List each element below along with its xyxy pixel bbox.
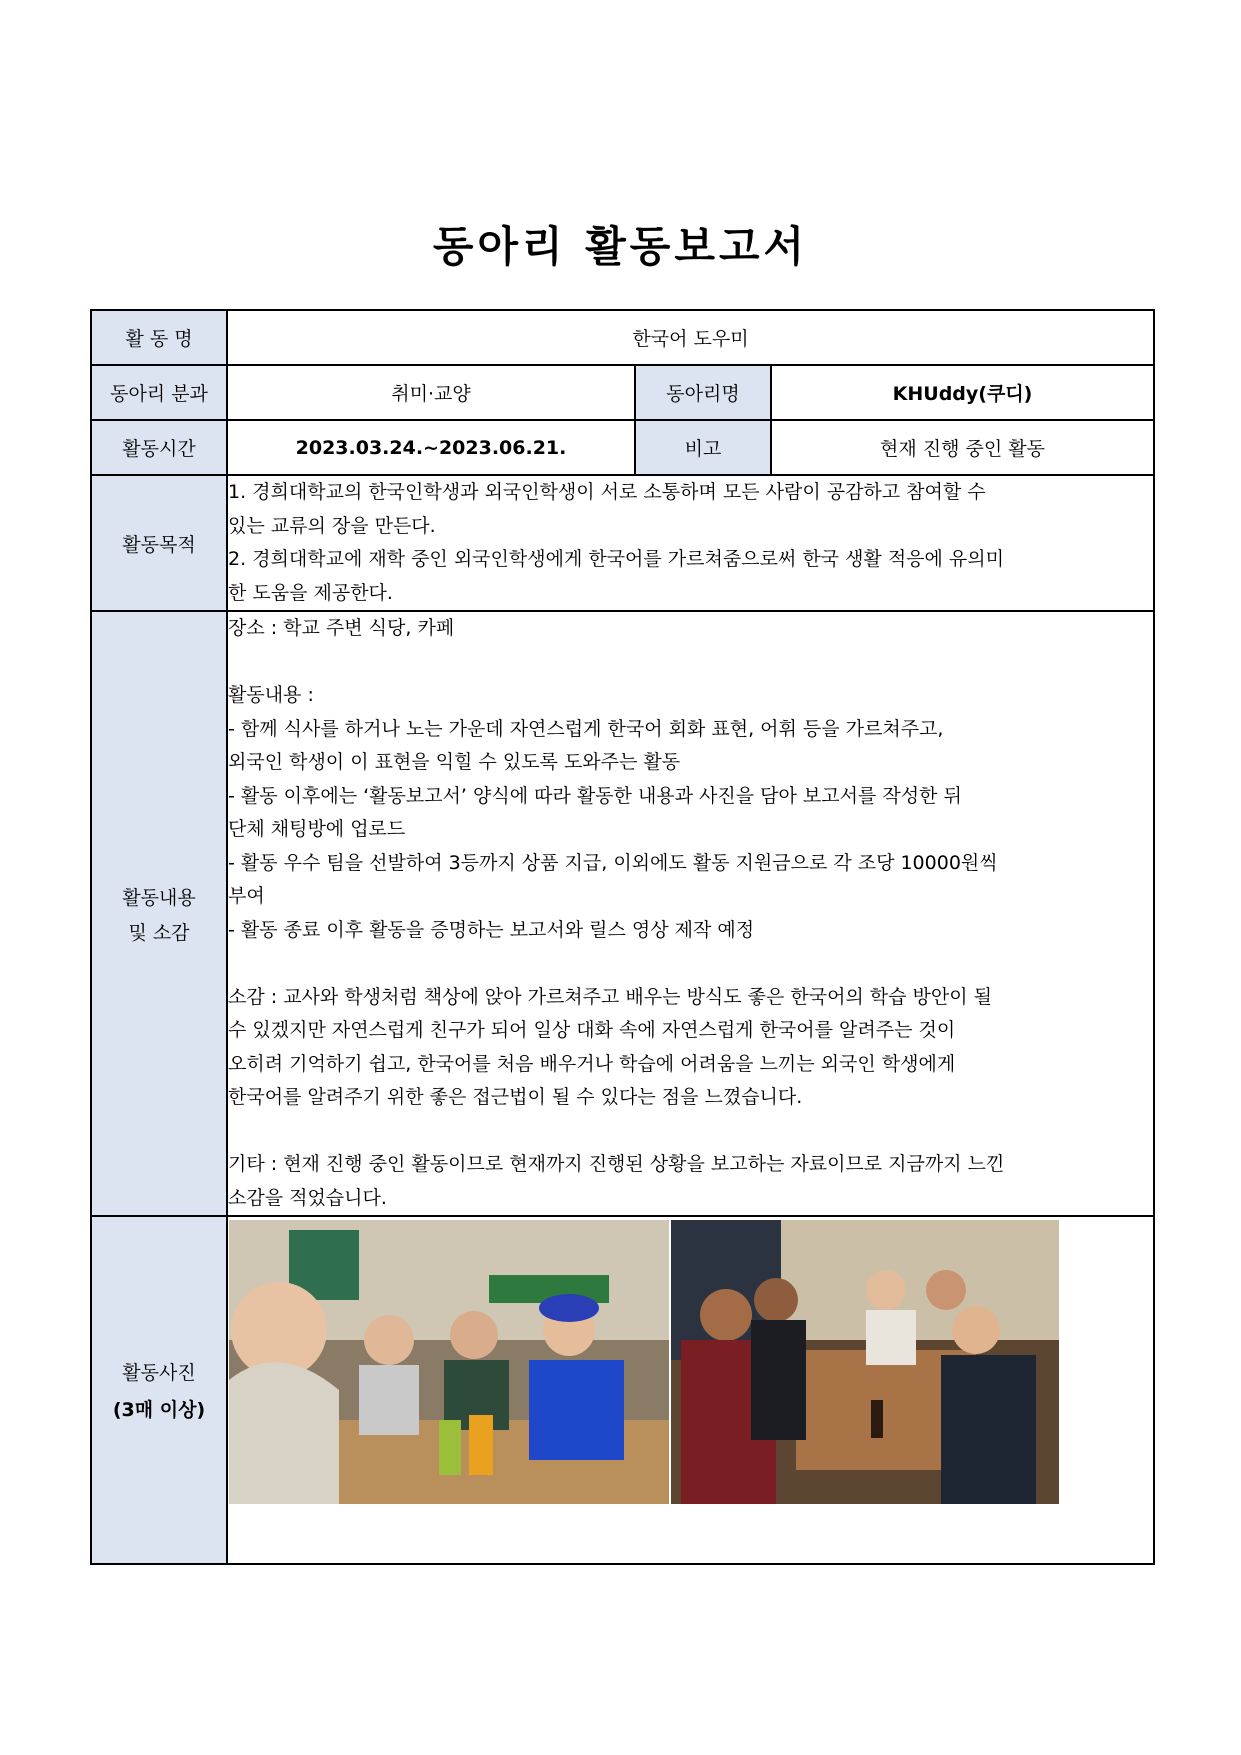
club-name-value: KHUddy(쿠디) <box>771 365 1154 420</box>
content-label-line-1: 활동내용 <box>122 886 196 909</box>
content-line <box>228 1115 1153 1149</box>
purpose-text <box>227 475 1154 611</box>
row-activity-name <box>91 310 1154 365</box>
activity-name-label: 활 동 명 <box>91 310 227 365</box>
note-value: 현재 진행 중인 활동 <box>771 420 1154 475</box>
row-category <box>91 365 1154 420</box>
row-purpose <box>91 475 1154 611</box>
activity-photo-1 <box>229 1220 669 1504</box>
club-name-label: 동아리명 <box>635 365 771 420</box>
purpose-line: 한 도움을 제공한다. <box>228 581 393 604</box>
content-line: 부여 <box>228 885 265 907</box>
content-line: 외국인 학생이 이 표현을 익힐 수 있도록 도와주는 활동 <box>228 751 681 773</box>
content-line: 소감을 적었습니다. <box>228 1186 387 1209</box>
purpose-label: 활동목적 <box>91 475 227 611</box>
period-value: 2023.03.24.~2023.06.21. <box>227 420 635 475</box>
content-line: - 활동 이후에는 ‘활동보고서’ 양식에 따라 활동한 내용과 사진을 담아 보고서를 작성한 뒤 <box>228 784 962 807</box>
row-content <box>91 611 1154 1216</box>
photo-area <box>228 1217 1153 1561</box>
photo-label-line-2: (3매 이상) <box>112 1399 206 1421</box>
activity-name-value: 한국어 도우미 <box>227 310 1154 365</box>
content-line: 장소 : 학교 주변 식당, 카페 <box>228 617 455 639</box>
content-line: 수 있겠지만 자연스럽게 친구가 되어 일상 대화 속에 자연스럽게 한국어를 알려주는 것이 <box>228 1019 956 1041</box>
content-label-line-2: 및 소감 <box>128 921 190 944</box>
content-line: 기타 : 현재 진행 중인 활동이므로 현재까지 진행된 상황을 보고하는 자료이므로 지금까지 느낀 <box>228 1153 1005 1175</box>
row-period <box>91 420 1154 475</box>
content-line: - 함께 식사를 하거나 노는 가운데 자연스럽게 한국어 회화 표현, 어휘 등을 가르쳐주고, <box>228 717 944 740</box>
photo-cell <box>227 1216 1154 1564</box>
category-value: 취미·교양 <box>227 365 635 420</box>
content-line: 한국어를 알려주기 위한 좋은 접근법이 될 수 있다는 점을 느꼈습니다. <box>228 1086 803 1108</box>
row-photos <box>91 1216 1154 1564</box>
category-label: 동아리 분과 <box>91 365 227 420</box>
content-line: 소감 : 교사와 학생처럼 책상에 앉아 가르쳐주고 배우는 방식도 좋은 한국어의 학습 방안이 될 <box>228 985 993 1008</box>
purpose-line: 있는 교류의 장을 만든다. <box>228 514 436 537</box>
content-line: 오히려 기억하기 쉽고, 한국어를 처음 배우거나 학습에 어려움을 느끼는 외국인 학생에게 <box>228 1052 956 1075</box>
content-line: 단체 채팅방에 업로드 <box>228 818 406 840</box>
note-label: 비고 <box>635 420 771 475</box>
content-label <box>91 611 227 1216</box>
photo-label-line-1: 활동사진 <box>122 1362 196 1384</box>
period-label: 활동시간 <box>91 420 227 475</box>
photo-label <box>91 1216 227 1564</box>
content-line: 활동내용 : <box>228 684 314 706</box>
content-line: - 활동 우수 팀을 선발하여 3등까지 상품 지급, 이외에도 활동 지원금으로 각 조당 10000원씩 <box>228 851 998 874</box>
content-text <box>227 611 1154 1216</box>
content-line <box>228 646 1153 680</box>
content-line <box>228 947 1153 981</box>
activity-photo-2 <box>671 1220 1059 1504</box>
document-title: 동아리 활동보고서 <box>432 222 809 271</box>
report-table <box>90 309 1155 1565</box>
content-line: - 활동 종료 이후 활동을 증명하는 보고서와 릴스 영상 제작 예정 <box>228 918 755 941</box>
purpose-line: 1. 경희대학교의 한국인학생과 외국인학생이 서로 소통하며 모든 사람이 공감하고 참여할 수 <box>228 481 986 503</box>
purpose-line: 2. 경희대학교에 재학 중인 외국인학생에게 한국어를 가르쳐줌으로써 한국 생활 적응에 유의미 <box>228 548 1004 570</box>
